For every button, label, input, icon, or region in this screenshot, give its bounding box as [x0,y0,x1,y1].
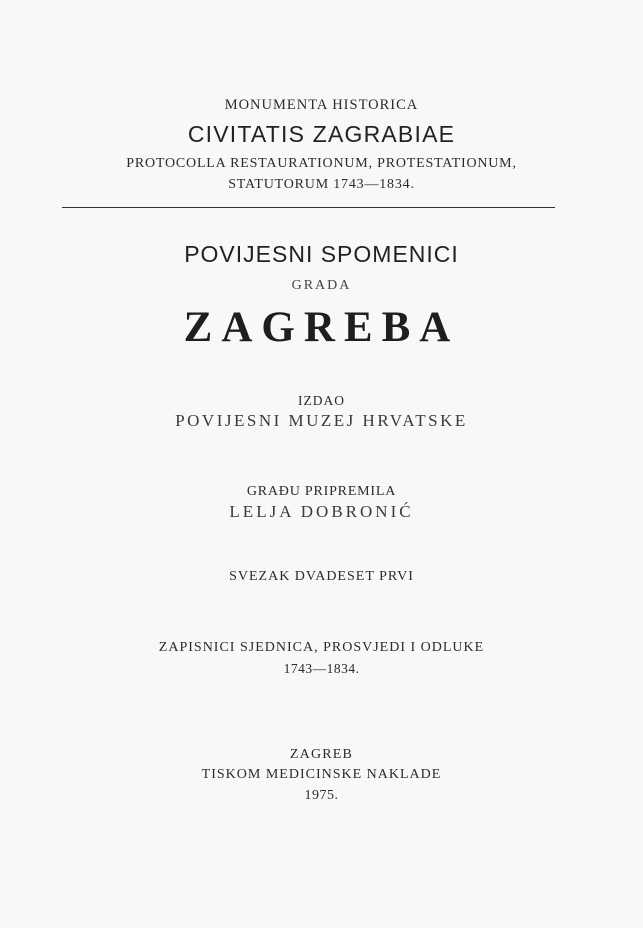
horizontal-divider [62,207,555,208]
volume-years: 1743—1834. [283,661,360,676]
main-title-line3: ZAGREBA [183,304,460,351]
main-title-line1: POVIJESNI SPOMENICI [184,241,459,267]
series-title-line1: MONUMENTA HISTORICA [224,97,419,113]
volume-label: SVEZAK DVADESET PRVI [229,569,414,584]
series-subtitle-line1: PROTOCOLLA RESTAURATIONUM, PROTESTATIONUM, [126,156,517,171]
editor-name: LELJA DOBRONIĆ [229,502,414,521]
imprint-printer: TISKOM MEDICINSKE NAKLADE [201,767,442,782]
series-subtitle-line2: STATUTORUM 1743—1834. [228,177,415,192]
volume-subtitle: ZAPISNICI SJEDNICA, PROSVJEDI I ODLUKE [158,640,485,655]
imprint-city: ZAGREB [289,747,354,762]
publisher-label: IZDAO [298,393,345,408]
imprint-year: 1975. [304,788,339,803]
series-title-line2: CIVITATIS ZAGRABIAE [187,121,456,147]
editor-label: GRAĐU PRIPREMILA [246,484,397,499]
publisher-name: POVIJESNI MUZEJ HRVATSKE [175,411,468,430]
main-title-line2: GRADA [291,278,352,293]
